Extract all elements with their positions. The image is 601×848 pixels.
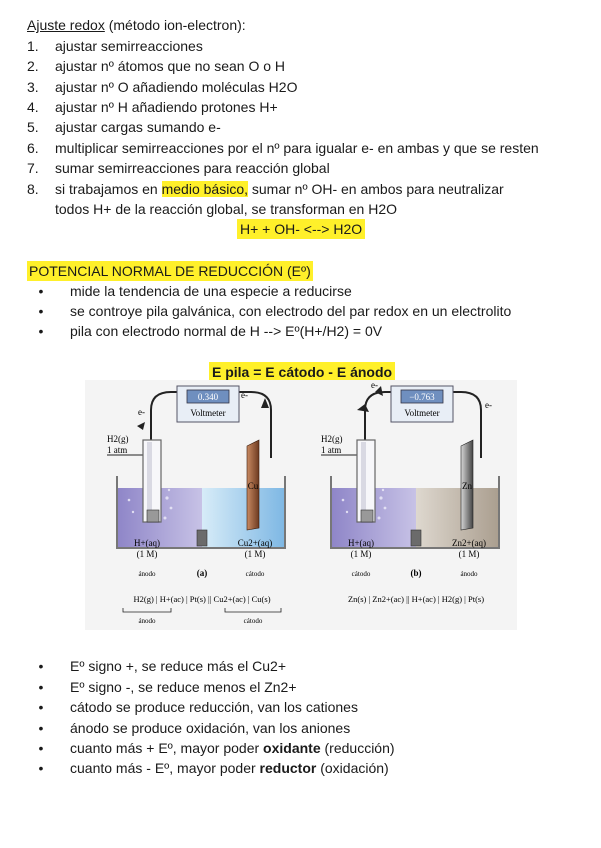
- electron-label: e-: [138, 407, 145, 417]
- electrode-label: Cu: [247, 481, 259, 491]
- voltmeter-label: Voltmeter: [404, 408, 440, 418]
- platinum-plate: [361, 510, 373, 522]
- step8-pre: si trabajamos en: [55, 181, 162, 197]
- title: [27, 15, 246, 35]
- bottom-bullet: Eº signo +, se reduce más el Cu2+: [70, 658, 287, 674]
- panel-tag: (b): [410, 568, 422, 578]
- pressure-label: 1 atm: [321, 445, 342, 455]
- bottom-bullet: Eº signo -, se reduce menos el Zn2+: [70, 679, 297, 695]
- bottom-bullet: [70, 738, 395, 758]
- step8-continuation: todos H+ de la reacción global, se transforman en H2O: [55, 201, 398, 217]
- electrode-wire: [361, 442, 366, 514]
- step-number: 7.: [27, 160, 39, 176]
- pila-formula: E pila = E cátodo - E ánodo: [209, 362, 395, 382]
- gas-label: H2(g): [321, 434, 343, 444]
- step-text: ajustar nº O añadiendo moléculas H2O: [55, 79, 298, 95]
- step-text: multiplicar semirreacciones por el nº para igualar e- en ambas y que se resten: [55, 140, 539, 156]
- solution-text: Zn2+(aq): [451, 538, 487, 548]
- bullet-marker: •: [38, 658, 44, 674]
- bullet-marker: •: [38, 720, 44, 736]
- bottom-bullet: cátodo se produce reducción, van los cationes: [70, 699, 358, 715]
- step-number: 4.: [27, 99, 39, 115]
- bullet-bold: reductor: [259, 760, 317, 776]
- salt-bridge: [411, 530, 421, 546]
- bullet-marker: •: [38, 740, 44, 756]
- section-heading: POTENCIAL NORMAL DE REDUCCIÓN (Eº): [29, 263, 311, 279]
- step-text: [55, 179, 504, 199]
- bullet-bold: oxidante: [263, 740, 321, 756]
- solution-text: H+(aq): [347, 538, 375, 548]
- bullet-marker: •: [38, 679, 44, 695]
- cell-notation: Zn(s) | Zn2+(ac) || H+(ac) | H2(g) | Pt(s): [347, 594, 485, 604]
- step-text: ajustar nº H añadiendo protones H+: [55, 99, 278, 115]
- bullet-marker: •: [38, 760, 44, 776]
- section-bullet: mide la tendencia de una especie a reducirse: [70, 283, 352, 299]
- voltmeter-reading: 0.340: [197, 392, 219, 402]
- solution-label: [134, 538, 160, 548]
- step-number: 6.: [27, 140, 39, 156]
- section-bullet: se controye pila galvánica, con electrodo del par redox en un electrolito: [70, 303, 512, 319]
- bullet-marker: •: [38, 323, 44, 339]
- bottom-bullet: [70, 758, 389, 778]
- step-number: 5.: [27, 119, 39, 135]
- bullet-pre: cuanto más - Eº, mayor poder: [70, 760, 260, 776]
- platinum-plate: [147, 510, 159, 522]
- bullet-marker: •: [38, 699, 44, 715]
- step-text: ajustar cargas sumando e-: [55, 119, 221, 135]
- voltmeter-label: Voltmeter: [190, 408, 226, 418]
- section-bullet: pila con electrodo normal de H --> Eº(H+/H2) = 0V: [70, 323, 383, 339]
- electrode-label: Zn: [462, 481, 472, 491]
- bullet-marker: •: [38, 303, 44, 319]
- electrode-wire: [147, 442, 152, 514]
- concentration-label: (1 M): [458, 549, 480, 559]
- step-number: 1.: [27, 38, 39, 54]
- solution-text: H+(aq): [133, 538, 161, 548]
- bullet-post: (reducción): [320, 740, 395, 756]
- title-underlined: Ajuste redox: [27, 17, 105, 33]
- step-number: 2.: [27, 58, 39, 74]
- step-text: sumar semirreacciones para reacción global: [55, 160, 330, 176]
- step-text: ajustar nº átomos que no sean O o H: [55, 58, 286, 74]
- role-label: cátodo: [245, 570, 265, 578]
- brace-label: cátodo: [243, 617, 263, 625]
- electron-label: e-: [371, 380, 378, 390]
- salt-bridge: [197, 530, 207, 546]
- step-number: 3.: [27, 79, 39, 95]
- concentration-label: (1 M): [136, 549, 158, 559]
- solution-text: Cu2+(aq): [237, 538, 273, 548]
- role-label: ánodo: [460, 570, 478, 578]
- concentration-label: (1 M): [350, 549, 372, 559]
- role-label: cátodo: [351, 570, 371, 578]
- title-rest: (método ion-electron):: [104, 17, 246, 33]
- gas-label: H2(g): [107, 434, 129, 444]
- galvanic-cells-figure: [85, 380, 517, 630]
- panel-tag: (a): [196, 568, 208, 578]
- pressure-label: 1 atm: [107, 445, 128, 455]
- concentration-label: (1 M): [244, 549, 266, 559]
- role-label: ánodo: [138, 570, 156, 578]
- bottom-bullet: ánodo se produce oxidación, van los aniones: [70, 720, 351, 736]
- step-number: 8.: [27, 181, 39, 197]
- step8-highlight: medio básico,: [161, 181, 248, 197]
- voltmeter-reading: −0.763: [409, 392, 435, 402]
- bullet-post: (oxidación): [316, 760, 389, 776]
- brace-label: ánodo: [138, 617, 156, 625]
- bullet-pre: cuanto más + Eº, mayor poder: [70, 740, 264, 756]
- cell-notation: H2(g) | H+(ac) | Pt(s) || Cu2+(ac) | Cu(s): [133, 594, 271, 604]
- step-text: ajustar semirreacciones: [55, 38, 203, 54]
- equation: H+ + OH- <--> H2O: [237, 219, 365, 239]
- electron-label: e-: [485, 400, 492, 410]
- step8-post: sumar nº OH- en ambos para neutralizar: [248, 181, 504, 197]
- electron-label: e-: [241, 390, 248, 400]
- bullet-marker: •: [38, 283, 44, 299]
